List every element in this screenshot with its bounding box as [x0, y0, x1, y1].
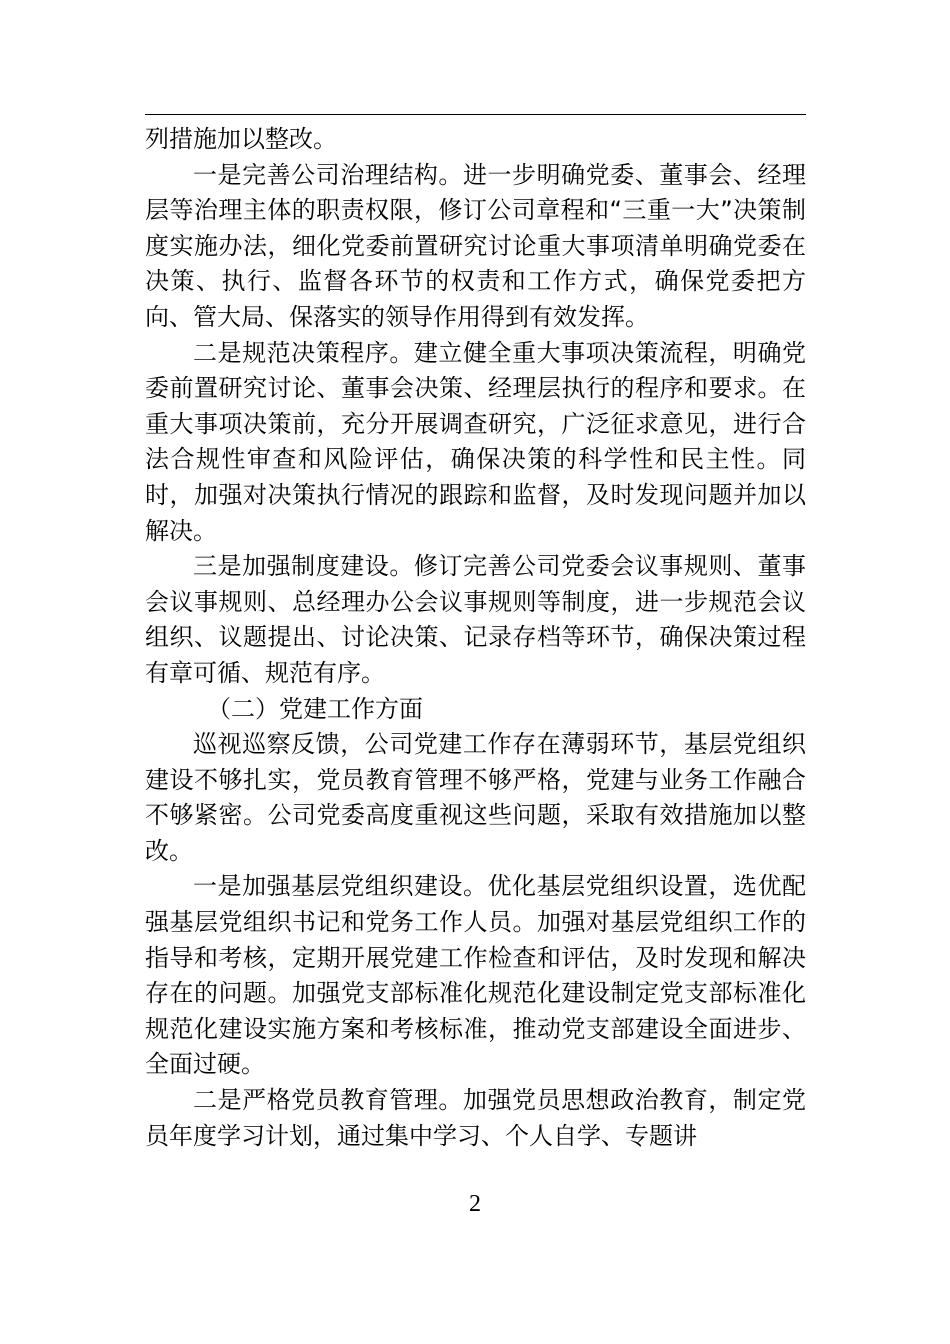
header-rule: [145, 114, 806, 115]
paragraph-member-education: 二是严格党员教育管理。加强党员思想政治教育，制定党员年度学习计划，通过集中学习、个人自学、专题讲: [145, 1086, 806, 1150]
page-number: 2: [469, 1191, 481, 1217]
paragraph-grassroots-organization: 一是加强基层党组织建设。优化基层党组织设置，选优配强基层党组织书记和党务工作人员。加强对基层党组织工作的指导和考核，定期开展党建工作检查和评估，及时发现和解决存在的问题。加强党支部标准化规范化建设制定党支部标准化规范化建设实施方案和考核标准，推动党支部建设全面进步、全面过硬。: [145, 872, 806, 1079]
document-body: [145, 122, 806, 1154]
paragraph-system-building: 三是加强制度建设。修订完善公司党委会议事规则、董事会议事规则、总经理办公会议事规则等制度，进一步规范会议组织、议题提出、讨论决策、记录存档等环节，确保决策过程有章可循、规范有序。: [145, 552, 806, 687]
paragraph-continuation: 列措施加以整改。: [145, 125, 337, 153]
paragraph-governance-structure: 一是完善公司治理结构。进一步明确党委、董事会、经理层等治理主体的职责权限，修订公司章程和“三重一大”决策制度实施办法，细化党委前置研究讨论重大事项清单明确党委在决策、执行、监督各环节的权责和工作方式，确保党委把方向、管大局、保落实的领导作用得到有效发挥。: [145, 160, 806, 331]
paragraph-decision-procedure: 二是规范决策程序。建立健全重大事项决策流程，明确党委前置研究讨论、董事会决策、经理层执行的程序和要求。在重大事项决策前，充分开展调查研究，广泛征求意见，进行合法合规性审查和风险评估，确保决策的科学性和民主性。同时，加强对决策执行情况的跟踪和监督，及时发现问题并加以解决。: [145, 338, 806, 545]
paragraph-inspection-feedback: 巡视巡察反馈，公司党建工作存在薄弱环节，基层党组织建设不够扎实，党员教育管理不够严格，党建与业务工作融合不够紧密。公司党委高度重视这些问题，采取有效措施加以整改。: [145, 730, 806, 865]
section-heading-party-building: （二）党建工作方面: [207, 694, 423, 723]
